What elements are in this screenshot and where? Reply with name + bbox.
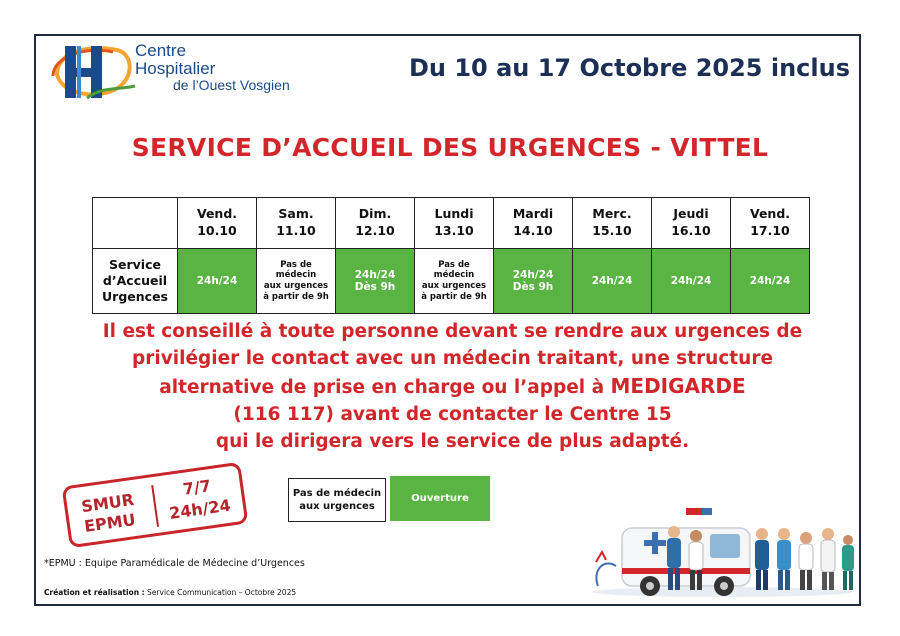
status-line: à partir de 9h xyxy=(263,291,329,302)
stamp-right xyxy=(165,473,232,524)
header-cell-fri-10 xyxy=(178,198,257,249)
day-label: Merc. xyxy=(592,206,632,222)
day-label: Lundi xyxy=(434,206,474,222)
day-label: Vend. xyxy=(196,206,238,222)
legend-open: Ouverture xyxy=(390,476,490,521)
stamp-left xyxy=(80,490,138,537)
logo-line-1: Centre xyxy=(135,41,187,60)
date-label: 14.10 xyxy=(513,223,553,238)
day-label: Sam. xyxy=(278,206,314,222)
schedule-table xyxy=(92,197,810,314)
status-cell-sun-12 xyxy=(336,249,415,314)
stamp-smur: SMUR xyxy=(80,489,136,517)
table-header-row xyxy=(93,198,810,249)
stamp-hours: 24h/24 xyxy=(167,495,232,523)
status-cell-wed-15: 24h/24 xyxy=(573,249,652,314)
stamp-epmu: EPMU xyxy=(82,509,137,536)
header-cell-sat-11 xyxy=(257,198,336,249)
status-cell-sat-11 xyxy=(257,249,336,314)
status-cell-thu-16: 24h/24 xyxy=(652,249,731,314)
status-line: médecin xyxy=(275,270,317,281)
advice-line-5: qui le dirigera vers le service de plus adapté. xyxy=(215,431,690,453)
credits-value: Service Communication – Octobre 2025 xyxy=(144,588,297,597)
logo-line-3: de l’Ouest Vosgien xyxy=(173,76,290,93)
header-cell-fri-17 xyxy=(731,198,810,249)
date-range-title: Du 10 au 17 Octobre 2025 inclus xyxy=(408,54,850,82)
ambulance-staff-illustration xyxy=(592,500,860,600)
status-line: Dès 9h xyxy=(354,281,396,293)
status-line: 24h/24 xyxy=(354,269,396,281)
date-label: 10.10 xyxy=(197,223,237,238)
status-cell-fri-17: 24h/24 xyxy=(731,249,810,314)
row-label-line: d’Accueil xyxy=(102,272,168,288)
advice-line-3 xyxy=(70,372,835,401)
row-label-line: Urgences xyxy=(102,289,168,305)
date-label: 16.10 xyxy=(671,223,711,238)
legend-no-doctor xyxy=(288,478,386,522)
status-line: Dès 9h xyxy=(512,281,554,293)
status-line: Pas de xyxy=(438,259,470,270)
hospital-logo xyxy=(47,40,317,104)
stamp-separator xyxy=(151,485,159,527)
day-label: Vend. xyxy=(749,206,791,222)
status-line: médecin xyxy=(433,270,475,281)
logo-line-2: Hospitalier xyxy=(135,58,216,78)
header-cell-tue-14 xyxy=(494,198,573,249)
status-line: Pas de xyxy=(280,259,312,270)
header-cell-mon-13 xyxy=(415,198,494,249)
day-label: Mardi xyxy=(512,206,554,222)
advice-line-2: privilégier le contact avec un médecin traitant, une structure xyxy=(132,348,773,369)
table-row-service xyxy=(93,249,810,314)
corner-cell xyxy=(93,198,178,249)
date-label: 12.10 xyxy=(355,223,395,238)
page-title: SERVICE D’ACCUEIL DES URGENCES - VITTEL xyxy=(131,133,769,162)
status-line: à partir de 9h xyxy=(421,291,487,302)
status-line: 24h/24 xyxy=(512,269,554,281)
date-label: 11.10 xyxy=(276,223,316,238)
stamp-days: 7/7 xyxy=(181,476,213,499)
date-label: 13.10 xyxy=(434,223,474,238)
advice-line-4: (116 117) avant de contacter le Centre 15 xyxy=(233,404,672,426)
status-cell-tue-14 xyxy=(494,249,573,314)
date-label: 17.10 xyxy=(750,223,790,238)
credits-label: Création et réalisation : xyxy=(44,588,145,597)
date-label: 15.10 xyxy=(592,223,632,238)
header-cell-wed-15 xyxy=(573,198,652,249)
advice-line-1: Il est conseillé à toute personne devant se rendre aux urgences de xyxy=(102,321,803,342)
status-cell-fri-10: 24h/24 xyxy=(178,249,257,314)
footnote: *EPMU : Equipe Paramédicale de Médecine d’Urgences xyxy=(44,558,305,569)
status-cell-mon-13 xyxy=(415,249,494,314)
medigarde-label: MEDIGARDE xyxy=(610,374,746,398)
row-label-line: Service xyxy=(109,256,161,272)
credits xyxy=(44,588,296,597)
advice-text xyxy=(70,318,835,455)
header-cell-sun-12 xyxy=(336,198,415,249)
hospital-logo-icon xyxy=(47,40,137,104)
advice-line-3-text: alternative de prise en charge ou l’appel à xyxy=(159,377,611,398)
status-line: aux urgences xyxy=(421,281,487,291)
header-cell-thu-16 xyxy=(652,198,731,249)
day-label: Jeudi xyxy=(673,206,709,222)
legend-no-doctor-line: Pas de médecin xyxy=(292,487,382,499)
day-label: Dim. xyxy=(358,206,392,222)
row-label-cell xyxy=(93,249,178,314)
legend-no-doctor-line: aux urgences xyxy=(299,501,375,512)
status-line: aux urgences xyxy=(263,281,329,291)
